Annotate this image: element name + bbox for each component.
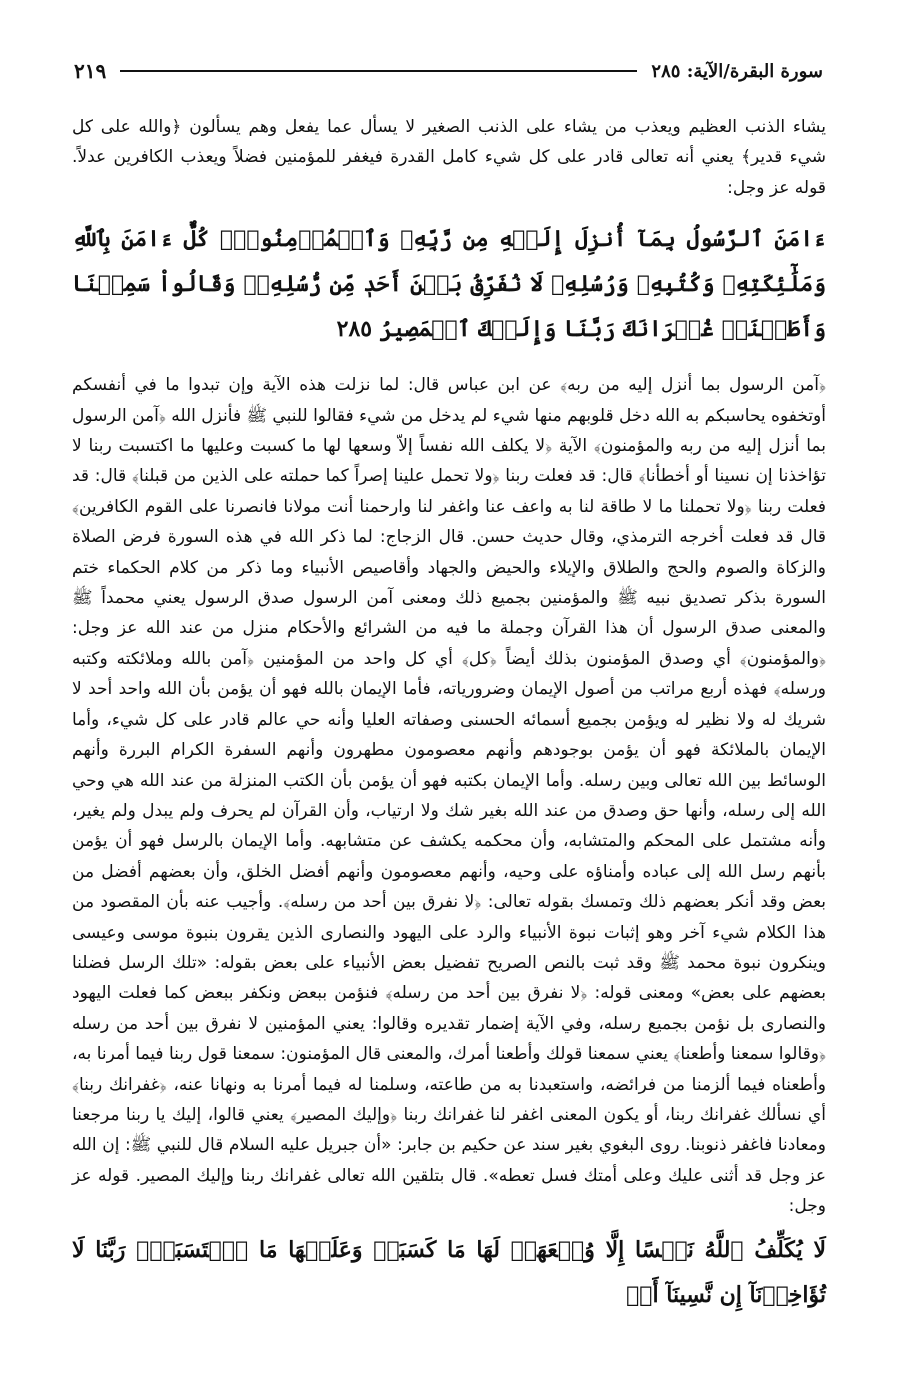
page-body (72, 112, 826, 1318)
commentary-paragraph-main: ﴿آمن الرسول بما أنزل إليه من ربه﴾ عن ابن عباس قال: لما نزلت هذه الآية وإن تبدوا ما في أنفسكم أوتخفوه يحاسبكم به الله دخل قلوبهم منها شيء لم يدخل من شيء فقالوا للنبي ﷺ فأنزل الله ﴿آمن الرسول بما أنزل إليه من ربه والمؤمنون﴾ الآية ﴿لا يكلف الله نفساً إلاّ وسعها لها ما كسبت وعليها ما اكتسبت ربنا لا تؤاخذنا إن نسينا أو أخطأنا﴾ قال: قد فعلت ربنا ﴿ولا تحمل علينا إصراً كما حملته على الذين من قبلنا﴾ قال: قد فعلت ربنا ﴿ولا تحملنا ما لا طاقة لنا به واعف عنا واغفر لنا وارحمنا أنت مولانا فانصرنا على القوم الكافرين﴾ قال قد فعلت أخرجه الترمذي، وقال حديث حسن. قال الزجاج: لما ذكر الله في هذه السورة فرض الصلاة والزكاة والصوم والحج والطلاق والإيلاء والحيض والجهاد وأقاصيص الأنبياء وما ذكر من كلام الحكماء ختم السورة بذكر تصديق نبيه ﷺ والمؤمنين بجميع ذلك ومعنى آمن الرسول صدق الرسول يعني محمداً ﷺ والمعنى صدق الرسول أن هذا القرآن وجملة ما فيه من الشرائع والأحكام منزل من عند الله عز وجل: ﴿والمؤمنون﴾ أي وصدق المؤمنون بذلك أيضاً ﴿كل﴾ أي كل واحد من المؤمنين ﴿آمن بالله وملائكته وكتبه ورسله﴾ فهذه أربع مراتب من أصول الإيمان وضرورياته، فأما الإيمان بالله فهو أن يؤمن بأن الله واحد أحد لا شريك له ولا نظير له ويؤمن بجميع أسمائه الحسنى وصفاته العليا وأنه حي عالم قادر على كل شيء، وأما الإيمان بالملائكة فهو أن يؤمن بوجودهم وأنهم معصومون مطهرون وأنهم السفرة الكرام البررة وأنهم الوسائط بين الله تعالى وبين رسله. وأما الإيمان بكتبه فهو أن يؤمن بأن الكتب المنزلة من عند الله هي وحي الله إلى رسله، وأنها حق وصدق من عند الله بغير شك ولا ارتياب، وأن القرآن لم يحرف ولم يبدل ولم يغير، وأنه مشتمل على المحكم والمتشابه، وأن محكمه يكشف عن متشابهه. وأما الإيمان بالرسل فهو أن يؤمن بأنهم رسل الله إلى عباده وأمناؤه على وحيه، وأنهم معصومون وأنهم أفضل الخلق، وأن بعضهم أفضل من بعض وقد أنكر بعضهم ذلك وتمسك بقوله تعالى: ﴿لا نفرق بين أحد من رسله﴾. وأجيب عنه بأن المقصود من هذا الكلام شيء آخر وهو إثبات نبوة الأنبياء والرد على اليهود والنصارى الذين يقرون بنبوة موسى وعيسى وينكرون نبوة محمد ﷺ وقد ثبت بالنص الصريح تفضيل بعض الأنبياء على بعض بقوله: «تلك الرسل فضلنا بعضهم على بعض» ومعنى قوله: ﴿لا نفرق بين أحد من رسله﴾ فنؤمن ببعض ونكفر ببعض كما فعلت اليهود والنصارى بل نؤمن بجميع رسله، وفي الآية إضمار تقديره وقالوا: يعني المؤمنين لا نفرق بين أحد من رسله ﴿وقالوا سمعنا وأطعنا﴾ يعني سمعنا قولك وأطعنا أمرك، والمعنى قال المؤمنون: سمعنا قول ربنا فيما أمرنا به، وأطعناه فيما ألزمنا من فرائضه، واستعبدنا به من طاعته، وسلمنا له فيما أمرنا به ونهانا عنه، ﴿غفرانك ربنا﴾ أي نسألك غفرانك ربنا، أو يكون المعنى اغفر لنا غفرانك ربنا ﴿وإليك المصير﴾ يعني قالوا، إليك يا ربنا مرجعنا ومعادنا فاغفر ذنوبنا. روى البغوي بغير سند عن حكيم بن جابر: «أن جبريل عليه السلام قال للنبي ﷺ: إن الله عز وجل قد أثنى عليك وعلى أمتك فسل تعطه». قال بتلقين الله تعالى غفرانك ربنا وإليك المصير. قوله عز وجل: (72, 375, 826, 1217)
page-header (74, 56, 823, 86)
surah-verse-label: سورة البقرة/الآية: ٢٨٥ (651, 60, 823, 82)
commentary-paragraph-intro: يشاء الذنب العظيم ويعذب من يشاء على الذنب الصغير لا يسأل عما يفعل وهم يسألون ﴿والله على كل شيء قدير﴾ يعني أنه تعالى قادر على كل شيء كامل القدرة فيغفر للمؤمنين فضلاً ويعذب الكافرين عدلاً. قوله عز وجل: (72, 117, 826, 198)
page-number: ٢١٩ (74, 59, 107, 83)
quran-verse-286-start: لَا يُكَلِّفُ ٱللَّهُ نَفۡسًا إِلَّا وُسۡعَهَاۚ لَهَا مَا كَسَبَتۡ وَعَلَيۡهَا مَا ٱكۡتَسَبَتۡۗ رَبَّنَا لَا تُؤَاخِذۡنَآ إِن نَّسِينَآ أَوۡ (72, 1236, 826, 1308)
header-rule (120, 70, 637, 72)
quran-verse-285: ءَامَنَ ٱلرَّسُولُ بِمَآ أُنزِلَ إِلَيۡهِ مِن رَّبِّهِۦ وَٱلۡمُؤۡمِنُونَۚ كُلٌّ ءَامَنَ بِٱللَّهِ وَمَلَٰٓئِكَتِهِۦ وَكُتُبِهِۦ وَرُسُلِهِۦ لَا نُفَرِّقُ بَيۡنَ أَحَدٖ مِّن رُّسُلِهِۦۚ وَقَالُواْ سَمِعۡنَا وَأَطَعۡنَاۖ غُفۡرَانَكَ رَبَّنَا وَإِلَيۡكَ ٱلۡمَصِيرُ ٢٨٥ (72, 226, 826, 343)
